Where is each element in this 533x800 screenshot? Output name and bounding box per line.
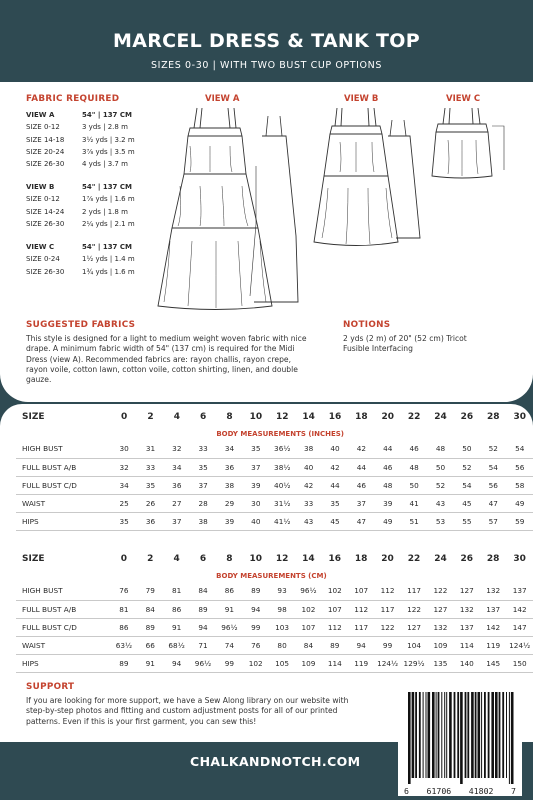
table-cell: 129½ <box>401 654 427 672</box>
size-header-cell: 8 <box>226 554 233 564</box>
table-cell: 34 <box>111 476 137 494</box>
size-header-cell: 20 <box>381 554 394 564</box>
barcode-bar <box>423 692 424 778</box>
fabric-view-b: VIEW B 54" | 137 CM SIZE 0-12 1⅞ yds | 1.6 m SIZE 14-24 2 yds | 1.8 m SIZE 26-30 2¼ yds | 2.1 m <box>26 183 135 228</box>
table-cell: 33 <box>295 494 321 512</box>
size-header-cell: 22 <box>407 554 421 564</box>
table-cell: 26 <box>137 494 163 512</box>
table-row <box>16 636 533 654</box>
size-header-cell: 4 <box>173 554 180 564</box>
table-cell: 40 <box>295 458 321 476</box>
table-cell: 147 <box>506 618 533 636</box>
table-cell: 52 <box>480 440 506 458</box>
table-cell: 46 <box>375 458 401 476</box>
table-cell: 137 <box>506 582 533 600</box>
notions-heading: NOTIONS <box>343 320 391 330</box>
table-cell: 117 <box>374 600 400 618</box>
barcode-bar <box>475 692 477 778</box>
row-label: HIGH BUST <box>16 582 111 600</box>
barcode-bar <box>460 692 463 784</box>
barcode-bar <box>438 692 440 778</box>
view-a-label: VIEW A <box>205 94 240 104</box>
size-header-cell: 12 <box>275 412 289 422</box>
barcode-bar <box>491 692 494 778</box>
size-header-cell: 24 <box>434 554 447 564</box>
table-cell: 44 <box>348 458 374 476</box>
table-cell: 99 <box>243 618 269 636</box>
size-header-cell: 18 <box>354 554 368 564</box>
table-cell: 39 <box>216 512 242 530</box>
size-header-cell: 2 <box>147 554 154 564</box>
table-cell: 102 <box>243 654 269 672</box>
barcode-bar <box>471 692 474 778</box>
table-cell: 46 <box>401 440 427 458</box>
barcode-bar <box>444 692 445 778</box>
row-label: HIGH BUST <box>16 440 111 458</box>
barcode-bar <box>506 692 507 778</box>
table-cell: 122 <box>401 600 427 618</box>
barcode-bar <box>488 692 490 778</box>
barcode-bar <box>436 692 437 778</box>
fabric-view-c: VIEW C 54" | 137 CM SIZE 0-24 1½ yds | 1.4 m SIZE 26-30 1¾ yds | 1.6 m <box>26 243 135 276</box>
table-cell: 36½ <box>269 440 295 458</box>
table-cell: 41 <box>401 494 427 512</box>
table-cell: 122 <box>427 582 453 600</box>
table-cell: 93 <box>269 582 295 600</box>
table-cell: 35 <box>137 476 163 494</box>
table-cell: 86 <box>216 582 242 600</box>
table-cell: 42 <box>348 440 374 458</box>
table-cell: 94 <box>348 636 374 654</box>
table-cell: 53 <box>427 512 453 530</box>
table-cell: 48 <box>427 440 453 458</box>
table-cell: 35 <box>190 458 216 476</box>
table-cell: 42 <box>295 476 321 494</box>
table-row <box>16 600 533 618</box>
table-cell: 39 <box>375 494 401 512</box>
table-cell: 56 <box>506 458 533 476</box>
size-header-cell: 14 <box>302 412 315 422</box>
row-label: FULL BUST C/D <box>16 476 111 494</box>
table-cell: 46 <box>348 476 374 494</box>
size-header-cell: 4 <box>173 412 180 422</box>
table-row <box>16 440 533 458</box>
barcode-bar <box>408 692 411 784</box>
view-b-label: VIEW B <box>344 94 379 104</box>
table-cell: 81 <box>163 582 189 600</box>
table-cell: 51 <box>401 512 427 530</box>
table-cell: 50 <box>401 476 427 494</box>
table-cell: 132 <box>454 600 480 618</box>
table-cell: 25 <box>111 494 137 512</box>
table-cell: 45 <box>322 512 348 530</box>
website-link[interactable]: CHALKANDNOTCH.COM <box>190 754 361 769</box>
size-header-cell: 22 <box>407 412 421 422</box>
table-cell: 84 <box>137 600 163 618</box>
barcode-bar <box>428 692 431 778</box>
table-cell: 99 <box>216 654 242 672</box>
table-cell: 89 <box>111 654 137 672</box>
table-cell: 43 <box>295 512 321 530</box>
table-cell: 27 <box>164 494 190 512</box>
table-cell: 35 <box>322 494 348 512</box>
table-cell: 150 <box>506 654 533 672</box>
table-cell: 68½ <box>163 636 189 654</box>
barcode-bar <box>412 692 415 778</box>
table-cell: 59 <box>506 512 533 530</box>
page-subtitle: SIZES 0-30 | WITH TWO BUST CUP OPTIONS <box>151 60 382 71</box>
table-cell: 36 <box>164 476 190 494</box>
table-cell: 34 <box>216 440 242 458</box>
table-cell: 34 <box>164 458 190 476</box>
barcode-bar <box>415 692 417 778</box>
table-cell: 33 <box>137 458 163 476</box>
table-cell: 74 <box>216 636 242 654</box>
size-header-cell: 28 <box>487 412 500 422</box>
measurement-caption: BODY MEASUREMENTS (CM) <box>216 572 327 580</box>
table-cell: 57 <box>480 512 506 530</box>
size-header-cell: 30 <box>513 412 526 422</box>
table-cell: 127 <box>401 618 427 636</box>
table-row <box>16 458 533 476</box>
table-cell: 96½ <box>216 618 242 636</box>
table-cell: 132 <box>427 618 453 636</box>
barcode-digits: 6 61706 41802 7 <box>404 786 516 796</box>
table-cell: 114 <box>322 654 348 672</box>
table-cell: 86 <box>111 618 137 636</box>
size-header-row <box>16 548 533 570</box>
size-header-cell: 16 <box>328 554 342 564</box>
size-header-cell: 26 <box>460 554 474 564</box>
size-header-cell: 14 <box>302 554 315 564</box>
table-cell: 48 <box>401 458 427 476</box>
view-a-dress-illustration <box>150 106 300 318</box>
table-cell: 44 <box>322 476 348 494</box>
row-label: WAIST <box>16 494 111 512</box>
table-cell: 38 <box>216 476 242 494</box>
table-cell: 30 <box>243 494 269 512</box>
table-cell: 127 <box>427 600 453 618</box>
view-c-label: VIEW C <box>446 94 481 104</box>
table-row <box>16 654 533 672</box>
row-label: WAIST <box>16 636 111 654</box>
table-cell: 109 <box>295 654 321 672</box>
table-cell: 124½ <box>506 636 533 654</box>
barcode-bar <box>441 692 442 778</box>
row-label: FULL BUST A/B <box>16 600 111 618</box>
measurement-caption: BODY MEASUREMENTS (INCHES) <box>216 430 345 438</box>
table-cell: 48 <box>375 476 401 494</box>
barcode-bar <box>509 692 510 784</box>
table-cell: 54 <box>480 458 506 476</box>
table-cell: 119 <box>480 636 506 654</box>
table-cell: 112 <box>374 582 400 600</box>
table-cell: 117 <box>401 582 427 600</box>
table-cell: 76 <box>243 636 269 654</box>
size-header-cell: 18 <box>355 412 368 422</box>
table-cell: 137 <box>454 618 480 636</box>
header <box>0 0 533 82</box>
row-label: HIPS <box>16 512 111 530</box>
table-cell: 47 <box>480 494 506 512</box>
table-row <box>16 618 533 636</box>
table-cell: 140 <box>454 654 480 672</box>
table-cell: 42 <box>322 458 348 476</box>
table-cell: 112 <box>348 600 374 618</box>
table-cell: 71 <box>190 636 216 654</box>
table-cell: 40 <box>322 440 348 458</box>
size-header-cell: 10 <box>249 412 263 422</box>
table-cell: 102 <box>295 600 321 618</box>
table-cell: 89 <box>322 636 348 654</box>
table-cell: 127 <box>454 582 480 600</box>
table-cell: 94 <box>243 600 269 618</box>
barcode-bar <box>481 692 482 778</box>
table-cell: 40½ <box>269 476 295 494</box>
table-cell: 31½ <box>269 494 295 512</box>
table-cell: 89 <box>190 600 216 618</box>
table-cell: 35 <box>243 440 269 458</box>
table-cell: 31 <box>137 440 163 458</box>
view-b-dress-illustration <box>310 106 422 256</box>
table-cell: 37 <box>190 476 216 494</box>
table-cell: 94 <box>163 654 189 672</box>
table-cell: 112 <box>322 618 348 636</box>
size-header-cell: 0 <box>120 554 128 564</box>
barcode-bar <box>426 692 427 778</box>
notions-text: 2 yds (2 m) of 20" (52 cm) Tricot Fusible Interfacing <box>343 334 467 354</box>
table-cell: 105 <box>269 654 295 672</box>
table-row <box>16 512 533 530</box>
table-cell: 38 <box>190 512 216 530</box>
table-cell: 56 <box>480 476 506 494</box>
table-row <box>16 582 533 600</box>
table-cell: 132 <box>480 582 506 600</box>
size-header-cell: 8 <box>226 412 233 422</box>
measurement-caption-row <box>16 428 533 440</box>
table-cell: 33 <box>190 440 216 458</box>
table-cell: 91 <box>137 654 163 672</box>
table-cell: 39 <box>243 476 269 494</box>
table-cell: 66 <box>137 636 163 654</box>
table-cell: 86 <box>163 600 189 618</box>
size-header-cell: 0 <box>121 412 128 422</box>
table-cell: 40 <box>243 512 269 530</box>
table-cell: 89 <box>243 582 269 600</box>
barcode-bar <box>446 692 447 778</box>
table-cell: 103 <box>269 618 295 636</box>
table-cell: 37 <box>243 458 269 476</box>
size-header-cell: 12 <box>275 554 289 564</box>
fabric-info-panel <box>0 82 533 402</box>
table-cell: 32 <box>111 458 137 476</box>
barcode-bar <box>454 692 456 778</box>
table-cell: 29 <box>216 494 242 512</box>
barcode-bar <box>432 692 435 778</box>
size-header-cell: 30 <box>513 554 526 564</box>
table-cell: 38 <box>295 440 321 458</box>
view-c-top-illustration <box>426 106 506 186</box>
size-header-cell: 16 <box>328 412 342 422</box>
table-cell: 98 <box>269 600 295 618</box>
table-cell: 99 <box>374 636 400 654</box>
size-header-cell: 6 <box>199 554 207 564</box>
support-text: If you are looking for more support, we have a Sew Along library on our website with step-by-step photos and fitting and custom adjustment posts for all of our printed patterns. Even if this is your first garment, you can sew this! <box>26 696 349 726</box>
barcode-bar <box>495 692 498 778</box>
table-cell: 52 <box>427 476 453 494</box>
table-cell: 84 <box>190 582 216 600</box>
size-header-cell: 28 <box>486 554 500 564</box>
table-cell: 54 <box>506 440 533 458</box>
table-cell: 117 <box>348 618 374 636</box>
suggested-fabrics-text: This style is designed for a light to medium weight woven fabric with nice drape. A minimum fabric width of 54" (137 cm) is required for the Midi Dress (view A). Recommended fabrics are: rayon challis, rayon crepe, rayon voile, cotton lawn, cotton voile, cotton shirting, linen, and double gauze. <box>26 334 307 385</box>
table-cell: 80 <box>269 636 295 654</box>
table-cell: 41½ <box>269 512 295 530</box>
page-title: MARCEL DRESS & TANK TOP <box>113 30 420 52</box>
table-cell: 145 <box>480 654 506 672</box>
table-cell: 44 <box>375 440 401 458</box>
table-cell: 96½ <box>190 654 216 672</box>
size-header-cell: 20 <box>381 412 395 422</box>
table-cell: 54 <box>454 476 480 494</box>
table-cell: 91 <box>163 618 189 636</box>
table-row <box>16 494 533 512</box>
barcode-bar <box>457 692 459 778</box>
row-label: HIPS <box>16 654 111 672</box>
table-cell: 49 <box>375 512 401 530</box>
table-cell: 37 <box>348 494 374 512</box>
table-cell: 107 <box>295 618 321 636</box>
fabric-required-heading: FABRIC REQUIRED <box>26 94 120 104</box>
barcode-bar <box>465 692 467 778</box>
table-cell: 124½ <box>374 654 400 672</box>
table-cell: 89 <box>137 618 163 636</box>
barcode-bar <box>449 692 452 778</box>
row-label: FULL BUST C/D <box>16 618 111 636</box>
table-cell: 142 <box>506 600 533 618</box>
table-cell: 32 <box>164 440 190 458</box>
barcode-bar <box>511 692 514 784</box>
table-cell: 52 <box>454 458 480 476</box>
table-cell: 36 <box>216 458 242 476</box>
table-cell: 107 <box>322 600 348 618</box>
size-label: SIZE <box>22 554 45 564</box>
measurements-cm-table <box>16 548 533 673</box>
size-label: SIZE <box>22 412 45 422</box>
table-cell: 94 <box>190 618 216 636</box>
table-cell: 96½ <box>295 582 321 600</box>
row-label: FULL BUST A/B <box>16 458 111 476</box>
barcode-bar <box>499 692 501 778</box>
table-cell: 49 <box>506 494 533 512</box>
size-header-cell: 24 <box>434 412 447 422</box>
barcode-bar <box>419 692 421 778</box>
table-row <box>16 476 533 494</box>
barcode-bar <box>502 692 504 778</box>
barcode-bar <box>478 692 481 778</box>
table-cell: 109 <box>427 636 453 654</box>
table-cell: 119 <box>348 654 374 672</box>
table-cell: 142 <box>480 618 506 636</box>
size-header-cell: 26 <box>460 412 474 422</box>
barcode-bar <box>467 692 469 778</box>
table-cell: 50 <box>427 458 453 476</box>
table-cell: 50 <box>454 440 480 458</box>
table-cell: 122 <box>374 618 400 636</box>
table-cell: 37 <box>164 512 190 530</box>
table-cell: 81 <box>111 600 137 618</box>
table-cell: 30 <box>111 440 137 458</box>
barcode-bars <box>406 692 514 784</box>
table-cell: 36 <box>137 512 163 530</box>
size-header-cell: 10 <box>249 554 262 564</box>
table-cell: 107 <box>348 582 374 600</box>
fabric-view-a: VIEW A 54" | 137 CM SIZE 0-12 3 yds | 2.8 m SIZE 14-18 3½ yds | 3.2 m SIZE 20-24 3⅞ yds | 3.5 m SIZE 26-30 4 yds | 3.7 m <box>26 111 135 169</box>
table-cell: 28 <box>190 494 216 512</box>
table-cell: 91 <box>216 600 242 618</box>
table-cell: 114 <box>454 636 480 654</box>
table-cell: 43 <box>427 494 453 512</box>
suggested-fabrics-heading: SUGGESTED FABRICS <box>26 320 136 330</box>
measurements-inches-table <box>16 406 533 531</box>
table-cell: 45 <box>454 494 480 512</box>
measurement-caption-row <box>16 570 533 582</box>
table-cell: 79 <box>137 582 163 600</box>
size-header-row <box>16 406 533 428</box>
table-cell: 63½ <box>111 636 137 654</box>
table-cell: 135 <box>427 654 453 672</box>
table-cell: 35 <box>111 512 137 530</box>
size-header-cell: 2 <box>147 412 154 422</box>
barcode-bar <box>484 692 486 778</box>
table-cell: 102 <box>322 582 348 600</box>
table-cell: 84 <box>295 636 321 654</box>
table-cell: 47 <box>348 512 374 530</box>
table-cell: 104 <box>401 636 427 654</box>
barcode <box>398 686 522 796</box>
support-heading: SUPPORT <box>26 682 75 692</box>
table-cell: 38½ <box>269 458 295 476</box>
table-cell: 76 <box>111 582 137 600</box>
table-cell: 58 <box>506 476 533 494</box>
table-cell: 55 <box>454 512 480 530</box>
table-cell: 137 <box>480 600 506 618</box>
size-header-cell: 6 <box>200 412 207 422</box>
